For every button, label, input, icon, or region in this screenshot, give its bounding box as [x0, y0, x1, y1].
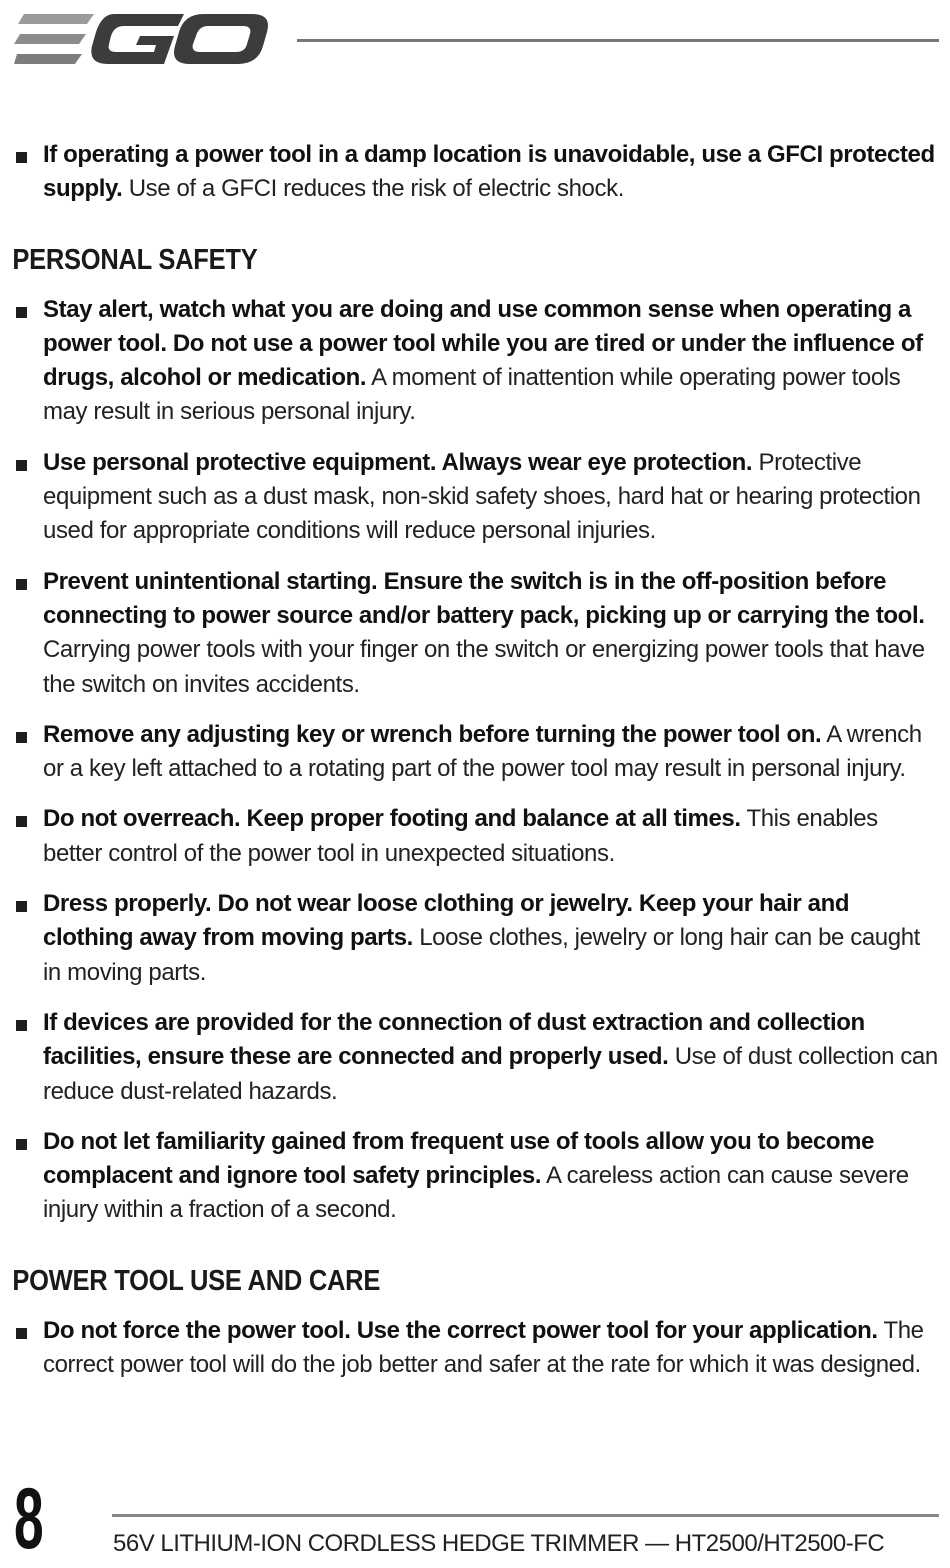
item-text	[43, 293, 939, 430]
item-text	[43, 138, 939, 207]
list-item	[0, 1314, 939, 1383]
item-body-text: Carrying power tools with your finger on the switch or energizing power tools that have the switch on invites accidents.	[43, 636, 925, 698]
item-body-text: Use of a GFCI reduces the risk of electric shock.	[122, 175, 624, 203]
item-bold-text: Do not let familiarity gained from frequent use of tools allow you to become complacent and ignore tool safety principles.	[43, 1127, 875, 1190]
page-number: 8	[14, 1471, 44, 1567]
item-bold-text: Prevent unintentional starting. Ensure the switch is in the off-position before connecting to power source and/or battery pack, picking up or carrying the tool.	[43, 567, 925, 629]
bullet-square-icon	[16, 307, 27, 318]
item-body-text: A wrench or a key left attached to a rotating part of the power tool may result in personal injury.	[43, 720, 922, 783]
item-text	[43, 1314, 939, 1383]
ego-logo	[14, 10, 270, 68]
bullet-square-icon	[16, 1328, 27, 1339]
item-body-text: A careless action can cause severe injury within a fraction of a second.	[43, 1162, 909, 1224]
item-bold-text: Do not force the power tool. Use the correct power tool for your application.	[43, 1316, 878, 1344]
list-item	[0, 887, 939, 990]
item-text	[43, 446, 939, 549]
bullet-square-icon	[16, 1139, 27, 1150]
list-item	[0, 138, 939, 207]
page-content	[0, 138, 950, 1382]
list-item	[0, 1125, 939, 1228]
item-text	[43, 565, 939, 702]
bullet-square-icon	[16, 901, 27, 912]
item-bold-text: Do not overreach. Keep proper footing and balance at all times.	[43, 805, 741, 833]
list-item	[0, 802, 939, 871]
header-rule	[297, 39, 939, 42]
item-bold-text: If devices are provided for the connection of dust extraction and collection facilities, ensure these are connected and properly used.	[43, 1008, 865, 1071]
item-body-text: Protective equipment such as a dust mask, non-skid safety shoes, hard hat or hearing protection used for appropriate conditions will reduce personal injuries.	[43, 448, 921, 545]
list-item	[0, 293, 939, 430]
item-text	[43, 802, 939, 871]
list-item	[0, 1006, 939, 1109]
bullet-square-icon	[16, 579, 27, 590]
item-text	[43, 1006, 939, 1109]
footer-rule	[112, 1514, 939, 1517]
item-body-text: Use of dust collection can reduce dust-related hazards.	[43, 1043, 938, 1105]
item-text	[43, 1125, 939, 1228]
section-heading-power-tool-use: POWER TOOL USE AND CARE	[12, 1264, 381, 1297]
item-bold-text: Stay alert, watch what you are doing and use common sense when operating a power tool. Do not use a power tool while you are tired or under the influence of drugs, alcohol or medication.	[43, 295, 923, 392]
item-body-text: The correct power tool will do the job better and safer at the rate for which it was designed.	[43, 1316, 924, 1379]
item-bold-text: Remove any adjusting key or wrench before turning the power tool on.	[43, 720, 822, 748]
list-item	[0, 565, 939, 702]
bullet-square-icon	[16, 1020, 27, 1031]
bullet-square-icon	[16, 460, 27, 471]
section-heading-personal-safety: PERSONAL SAFETY	[12, 243, 258, 276]
item-body-text: Loose clothes, jewelry or long hair can be caught in moving parts.	[43, 924, 920, 986]
page-footer	[0, 1470, 950, 1568]
footer-product-title: 56V LITHIUM-ION CORDLESS HEDGE TRIMMER — HT2500/HT2500-FC	[113, 1530, 885, 1557]
list-item	[0, 718, 939, 787]
item-body-text: This enables better control of the power tool in unexpected situations.	[43, 805, 878, 867]
item-bold-text: Use personal protective equipment. Always wear eye protection.	[43, 448, 753, 476]
bullet-square-icon	[16, 732, 27, 743]
list-item	[0, 446, 939, 549]
item-text	[43, 887, 939, 990]
item-bold-text: If operating a power tool in a damp location is unavoidable, use a GFCI protected supply.	[43, 141, 935, 203]
item-bold-text: Dress properly. Do not wear loose clothing or jewelry. Keep your hair and clothing away from moving parts.	[43, 890, 850, 952]
bullet-square-icon	[16, 152, 27, 163]
item-text	[43, 718, 939, 787]
bullet-square-icon	[16, 816, 27, 827]
item-body-text: A moment of inattention while operating power tools may result in serious personal injury.	[43, 364, 901, 426]
page-header	[0, 0, 950, 80]
